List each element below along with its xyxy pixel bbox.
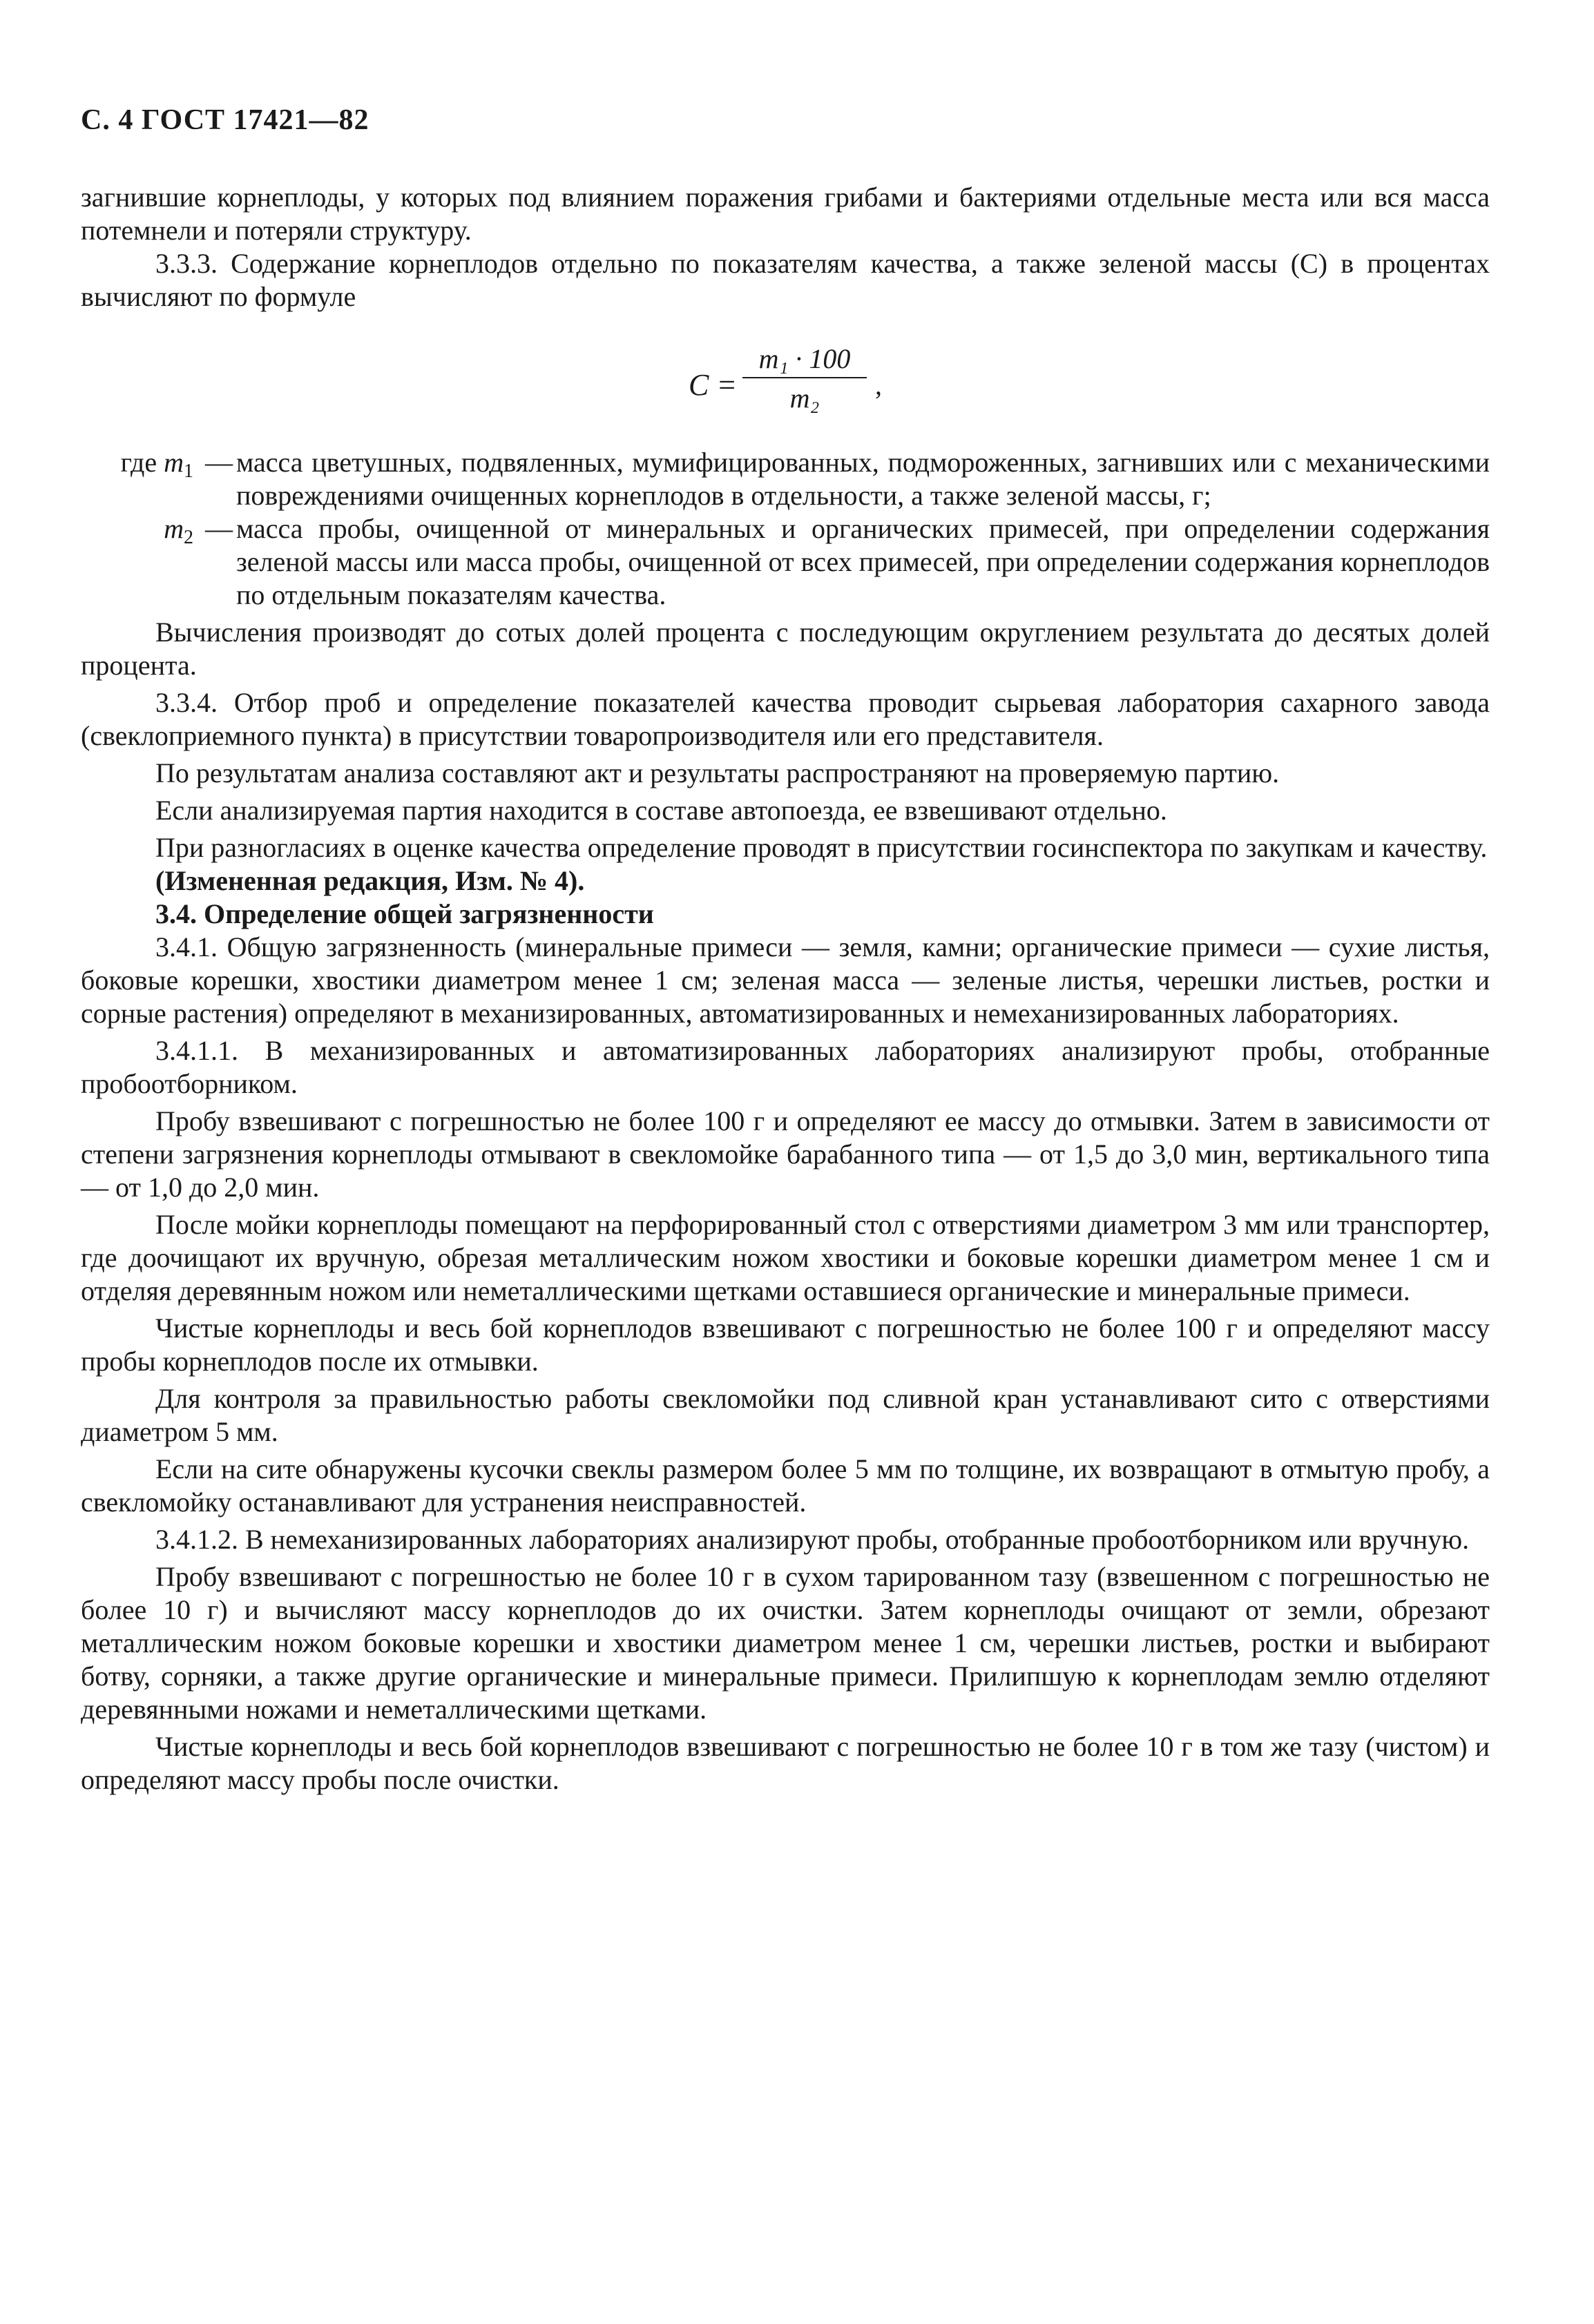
paragraph: Для контроля за правильностью работы свекломойки под сливной кран устанавливают сито с отверстиями диаметром 5 мм. <box>81 1383 1490 1447</box>
paragraph: Если на сите обнаружены кусочки свеклы размером более 5 мм по толщине, их возвращают в отмытую пробу, а свекломойку останавливают для устранения неисправностей. <box>81 1453 1490 1518</box>
paragraph: Пробу взвешивают с погрешностью не более 100 г и определяют ее массу до отмывки. Затем в зависимости от степени загрязнения корнеплоды отмывают в свекломойке барабанного типа — от 1,5 до 3,0 мин, вертикального типа — от 1,0 до 2,0 мин. <box>81 1105 1490 1203</box>
section-3-4-1-1: 3.4.1.1. В механизированных и автоматизированных лабораториях анализируют пробы, отобранные пробоотборником. <box>81 1035 1490 1099</box>
variable-m2-symbol: $m_2$ <box>164 513 193 548</box>
variable-dash: — <box>205 513 233 544</box>
section-3-3-3: 3.3.3. Содержание корнеплодов отдельно по показателям качества, а также зеленой массы (С) в процентах вычисляют по формуле <box>81 248 1490 312</box>
formula-comma: , <box>875 369 882 400</box>
variable-m2 <box>81 512 1490 612</box>
page-header: С. 4 ГОСТ 17421—82 <box>81 104 369 136</box>
formula-fraction <box>742 341 867 414</box>
paragraph: Чистые корнеплоды и весь бой корнеплодов взвешивают с погрешностью не более 10 г в том же тазу (чистом) и определяют массу пробы после очистки. <box>81 1731 1490 1795</box>
paragraph: Пробу взвешивают с погрешностью не более 10 г в сухом тарированном тазу (взвешенном с погрешностью не более 10 г) и вычисляют массу корнеплодов до их очистки. Затем корнеплоды очищают от земли, обрезают металлическим ножом боковые корешки и хвостики диаметром менее 1 см, черешки листьев, ростки и выбирают ботву, сорняки, а также другие органические и минеральные примеси. Прилипшую к корнеплодам землю отделяют деревянными ножами и неметаллическими щетками. <box>81 1561 1490 1725</box>
variable-m1 <box>81 446 1490 512</box>
variable-m1-symbol: где $m_1$ <box>120 447 193 482</box>
formula <box>81 341 1490 424</box>
formula-lhs: C = <box>689 368 738 402</box>
paragraph: При разногласиях в оценке качества определение проводят в присутствии госинспектора по закупкам и качеству. <box>155 832 1488 863</box>
section-3-4-title: 3.4. Определение общей загрязненности <box>155 898 654 929</box>
variable-m1-description: масса цветушных, подвяленных, мумифицированных, подмороженных, загнивших или с механическими повреждениями очищенных корнеплодов в отдельности, а также зеленой массы, г; <box>236 447 1490 511</box>
paragraph: По результатам анализа составляют акт и результаты распространяют на проверяемую партию. <box>155 757 1280 788</box>
section-3-3-4: 3.3.4. Отбор проб и определение показателей качества проводит сырьевая лаборатория сахарного завода (свеклоприемного пункта) в присутствии товаропроизводителя или его представителя. <box>81 687 1490 751</box>
variable-dash: — <box>205 447 233 478</box>
document-body <box>81 181 1490 1797</box>
formula-numerator: m₁ · 100 <box>742 341 867 378</box>
section-3-4-1: 3.4.1. Общую загрязненность (минеральные примеси — земля, камни; органические примеси — сухие листья, боковые корешки, хвостики диаметром менее 1 см; зеленая масса — зеленые листья, черешки листьев, ростки и сорные растения) определяют в механизированных, автоматизированных и немеханизированных лабораториях. <box>81 931 1490 1029</box>
formula-denominator: m₂ <box>789 383 820 414</box>
intro-paragraph: загнившие корнеплоды, у которых под влиянием поражения грибами и бактериями отдельные места или вся масса потемнели и потеряли структуру. <box>81 182 1490 246</box>
paragraph: Если анализируемая партия находится в составе автопоезда, ее взвешивают отдельно. <box>155 795 1167 826</box>
paragraph: Чистые корнеплоды и весь бой корнеплодов взвешивают с погрешностью не более 100 г и определяют массу пробы корнеплодов после их отмывки. <box>81 1313 1490 1377</box>
section-3-4-1-2: 3.4.1.2. В немеханизированных лабораториях анализируют пробы, отобранные пробоотборником или вручную. <box>155 1524 1470 1555</box>
paragraph: После мойки корнеплоды помещают на перфорированный стол с отверстиями диаметром 3 мм или транспортер, где доочищают их вручную, обрезая металлическим ножом хвостики и боковые корешки диаметром менее 1 см и отделяя деревянным ножом или неметаллическими щетками оставшиеся органические и минеральные примеси. <box>81 1209 1490 1306</box>
paragraph: Вычисления производят до сотых долей процента с последующим округлением результата до десятых долей процента. <box>81 617 1490 681</box>
variable-m2-description: масса пробы, очищенной от минеральных и органических примесей, при определении содержания зеленой массы или масса пробы, очищенной от всех примесей, при определении содержания корнеплодов по отдельным показателям качества. <box>236 513 1490 610</box>
amendment-note: (Измененная редакция, Изм. № 4). <box>155 865 585 896</box>
